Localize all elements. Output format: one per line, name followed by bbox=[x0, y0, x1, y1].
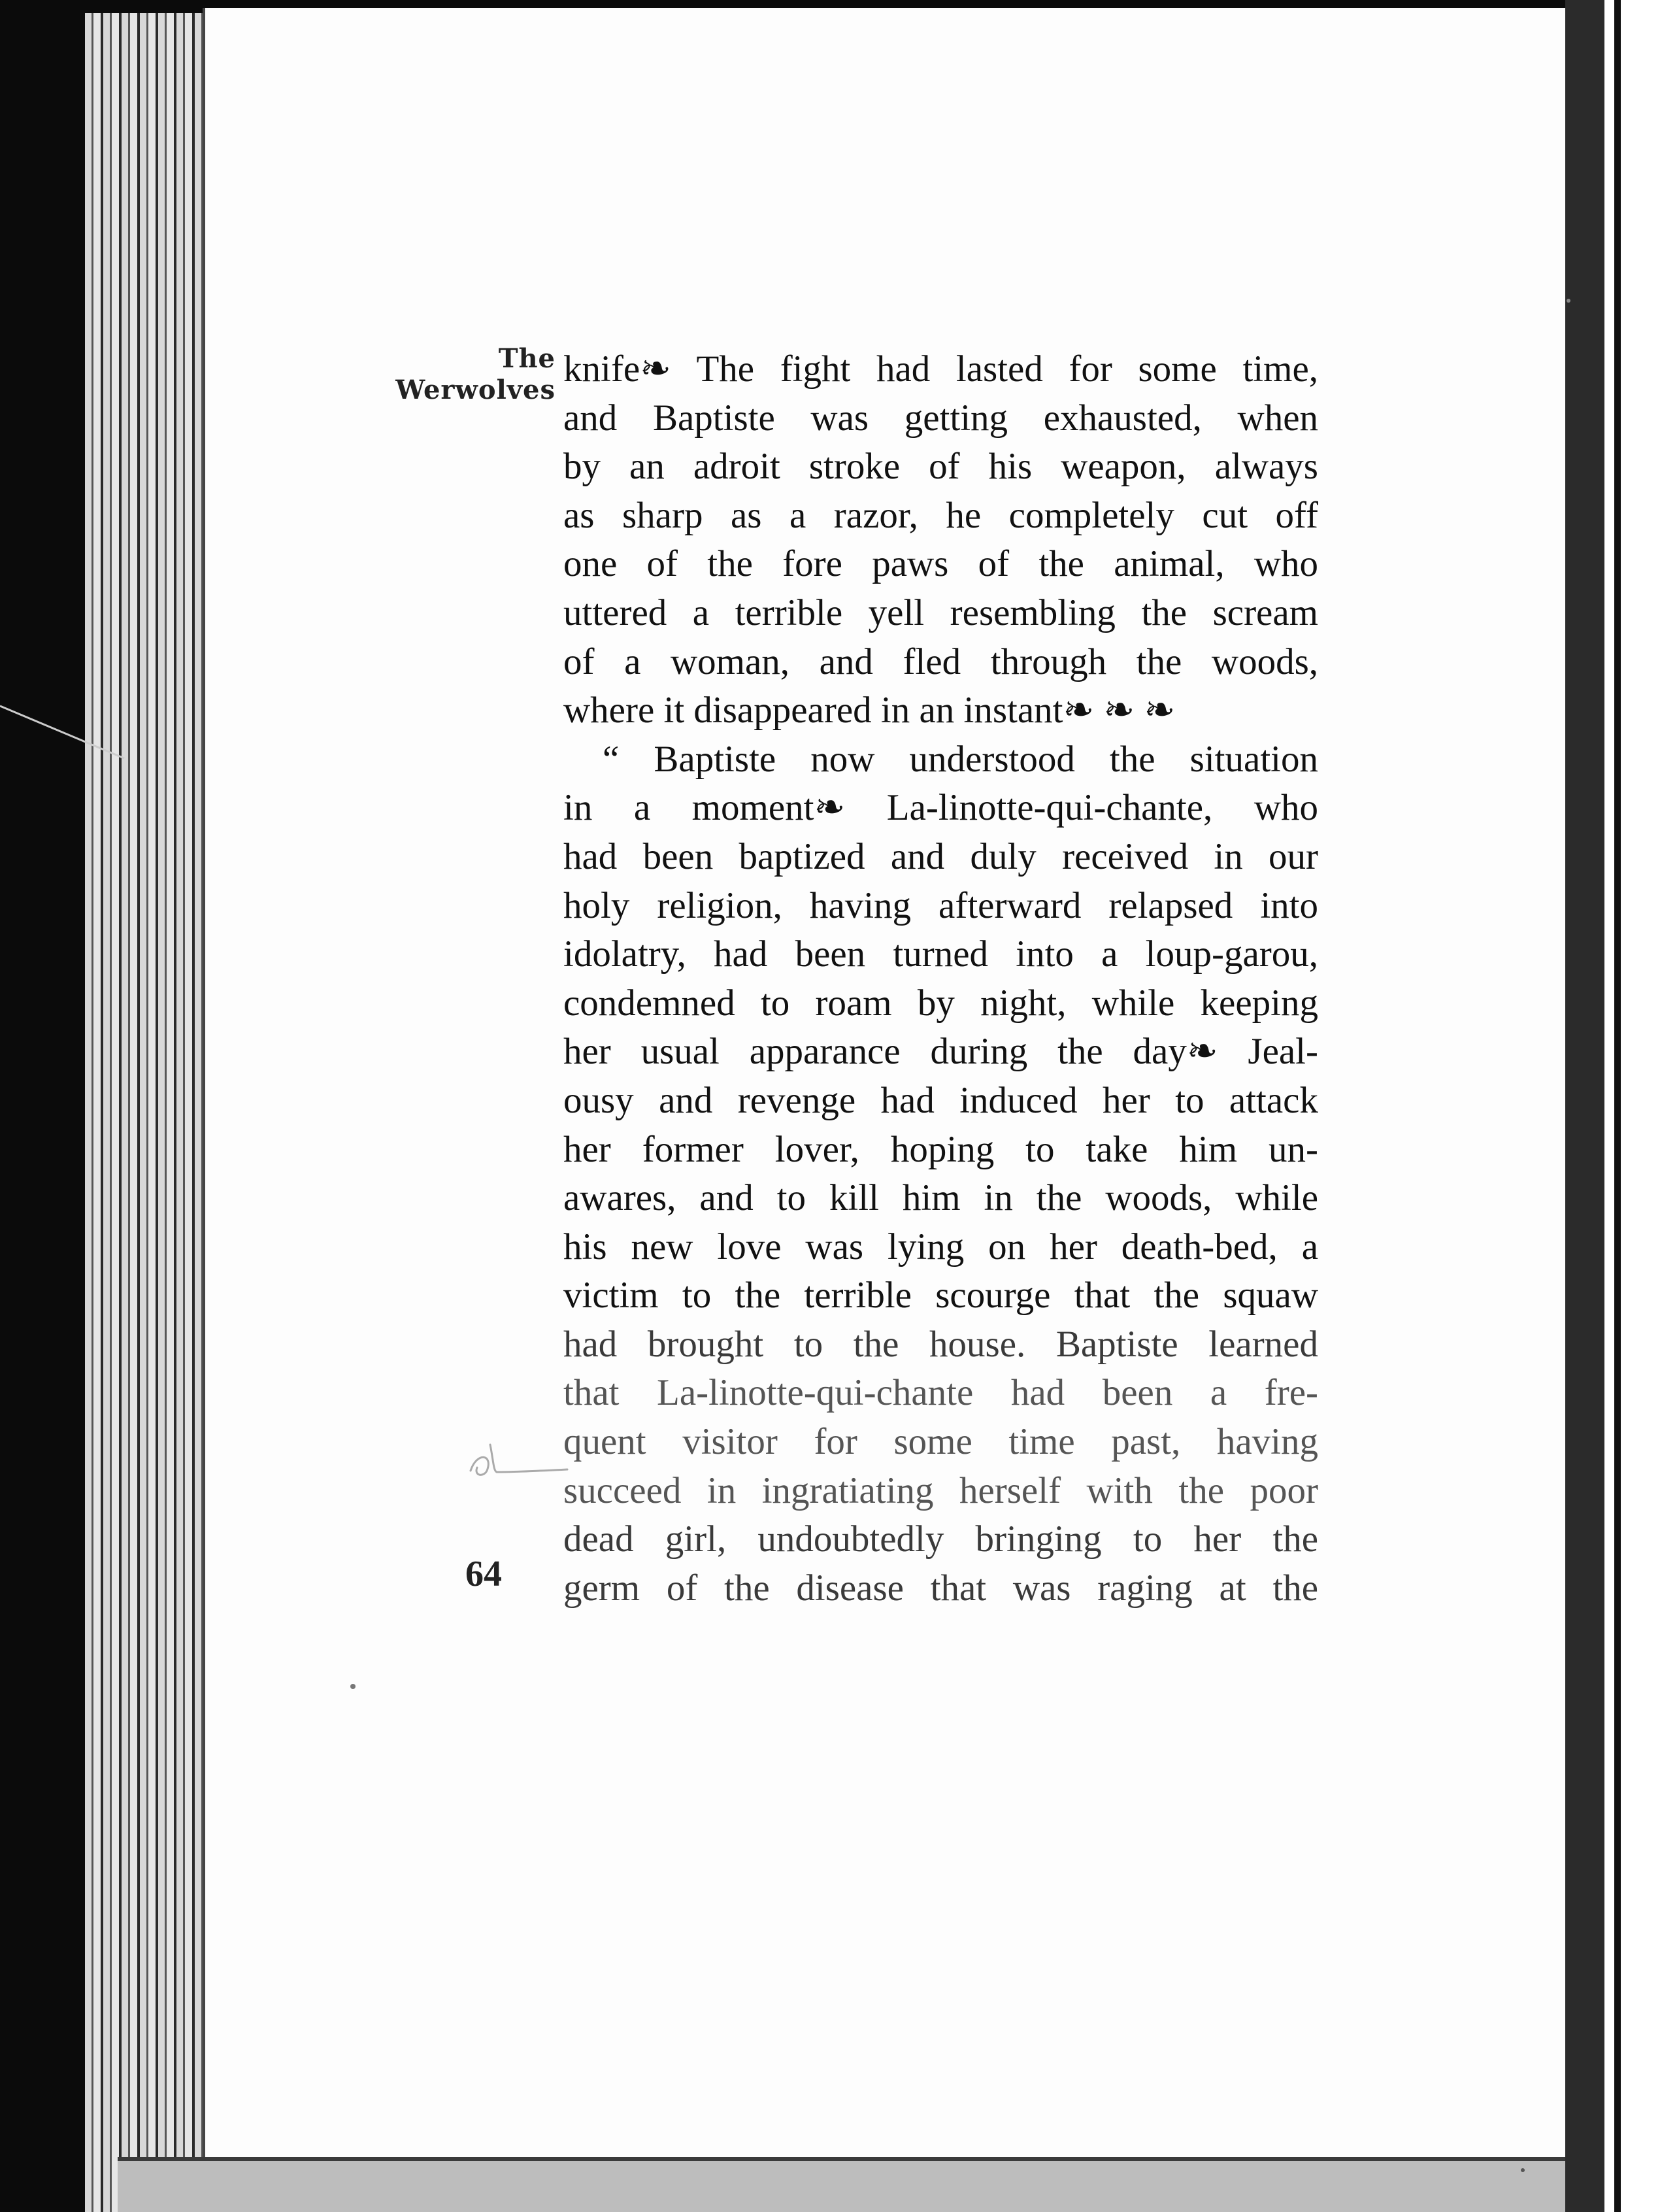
text-line: of a woman, and fled through the woods, bbox=[563, 641, 1318, 682]
text-line: awares, and to kill him in the woods, while bbox=[563, 1177, 1318, 1219]
text-line: as sharp as a razor, he completely cut off bbox=[563, 494, 1318, 536]
book-page-edges bbox=[85, 0, 209, 2212]
text-line: ousy and revenge had induced her to attack bbox=[563, 1079, 1318, 1121]
text-line: and Baptiste was getting exhausted, when bbox=[563, 397, 1318, 439]
text-line: “ Baptiste now understood the situation bbox=[603, 738, 1318, 780]
text-line: dead girl, undoubtedly bringing to her the bbox=[563, 1518, 1318, 1560]
text-line: holy religion, having afterward relapsed into bbox=[563, 884, 1318, 926]
scan-background-left bbox=[0, 0, 85, 2212]
scan-background-right bbox=[1604, 0, 1660, 2212]
text-line: had been baptized and duly received in our bbox=[563, 835, 1318, 877]
running-head-line-1: The bbox=[498, 343, 556, 374]
text-line: victim to the terrible scourge that the squaw bbox=[563, 1275, 1318, 1316]
text-line: by an adroit stroke of his weapon, always bbox=[563, 446, 1318, 488]
text-line: quent visitor for some time past, having bbox=[563, 1421, 1318, 1463]
text-line: in a moment❧ La-linotte-qui-chante, who bbox=[563, 787, 1318, 829]
text-line: succeed in ingratiating herself with the poor bbox=[563, 1469, 1318, 1511]
text-line: condemned to roam by night, while keeping bbox=[563, 982, 1318, 1024]
text-line: knife❧ The fight had lasted for some time, bbox=[563, 348, 1318, 390]
running-head-line-2: Werwolves bbox=[395, 375, 556, 405]
book-page-bottom-edge bbox=[118, 2157, 1582, 2212]
text-line: germ of the disease that was raging at the bbox=[563, 1567, 1318, 1609]
text-line: idolatry, had been turned into a loup-garou, bbox=[563, 933, 1318, 975]
text-line: had brought to the house. Baptiste learned bbox=[563, 1323, 1318, 1365]
body-text bbox=[563, 345, 1318, 1613]
text-line: one of the fore paws of the animal, who bbox=[563, 543, 1318, 585]
text-line: that La-linotte-qui-chante had been a fre- bbox=[563, 1372, 1318, 1414]
running-head bbox=[366, 343, 556, 406]
scan-edge-right bbox=[1614, 0, 1621, 2212]
pencil-annotation-mark bbox=[457, 1425, 569, 1490]
page-number: 64 bbox=[465, 1554, 502, 1594]
text-line: her former lover, hoping to take him un- bbox=[563, 1128, 1318, 1170]
text-line: where it disappeared in an instant❧ ❧ ❧ bbox=[563, 690, 1176, 731]
text-line: uttered a terrible yell resembling the scream bbox=[563, 592, 1318, 633]
book-gutter-right bbox=[1565, 0, 1604, 2212]
text-line: her usual apparance during the day❧ Jeal- bbox=[563, 1031, 1318, 1073]
text-line: his new love was lying on her death-bed, a bbox=[563, 1226, 1318, 1267]
